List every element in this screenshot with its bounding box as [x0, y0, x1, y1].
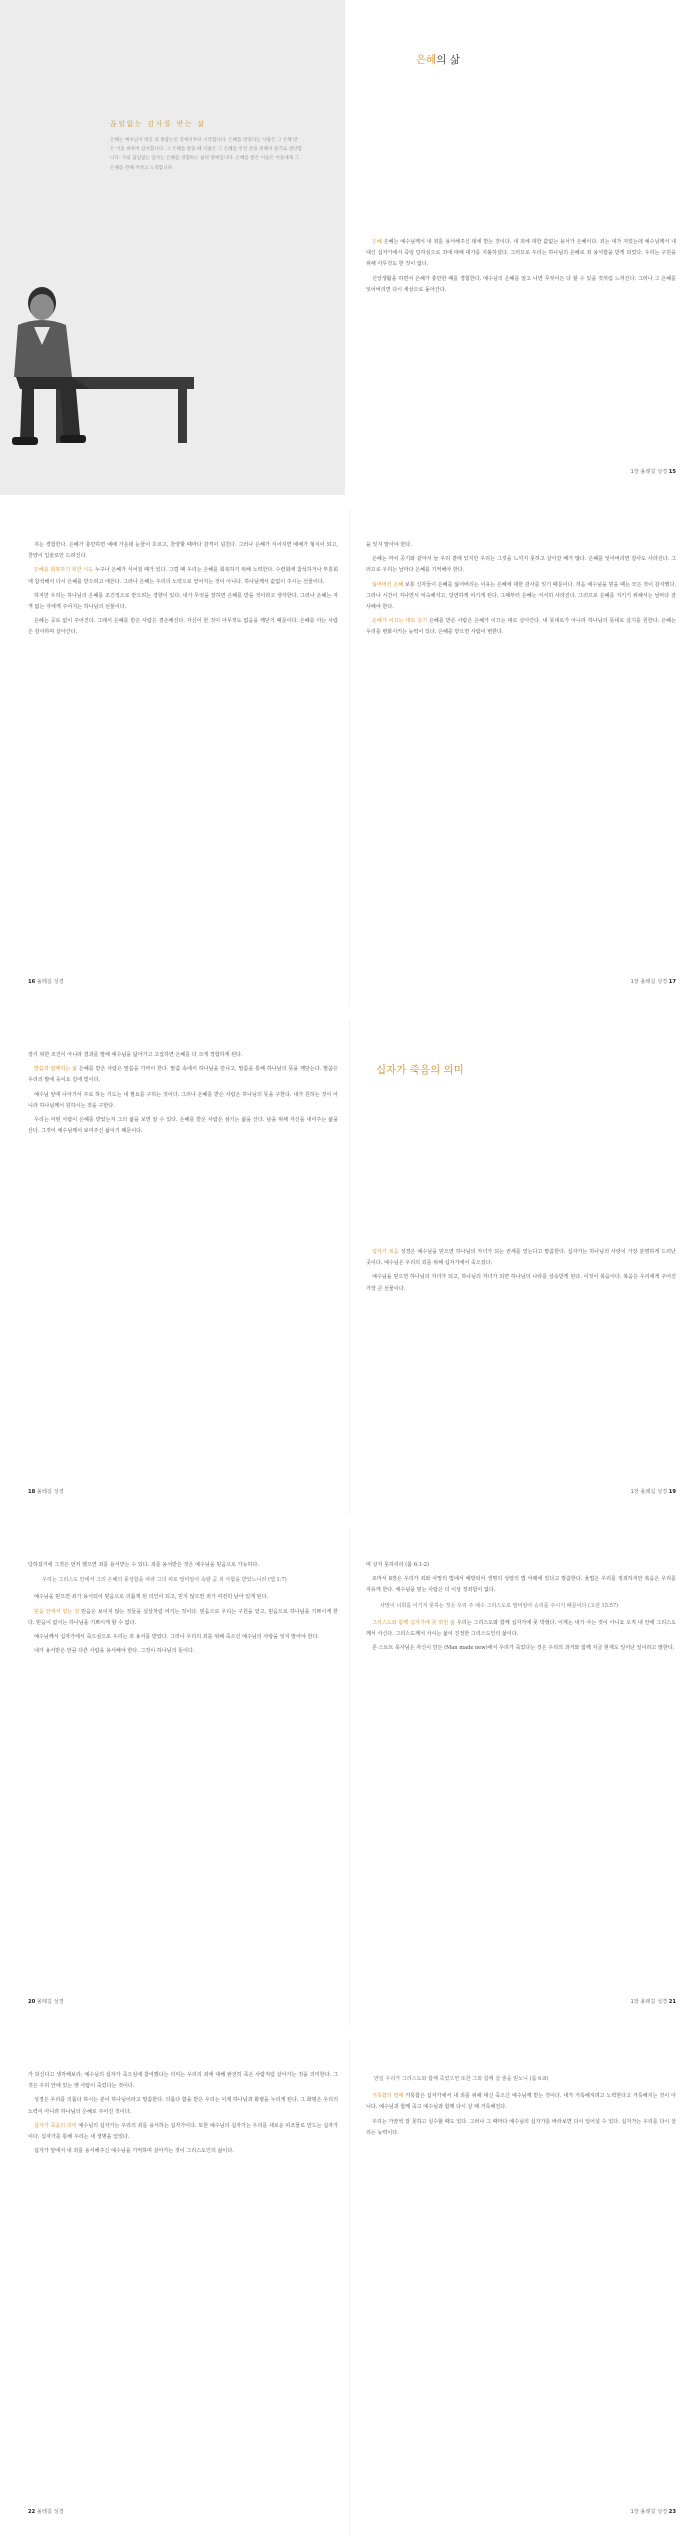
paragraph-text: 믿음은 보이지 않는 것들을 실상처럼 여기는 것이다. 믿음으로 우리는 구원을 얻고, 믿음으로 하나님을 기쁘시게 한다. 믿음이 없이는 하나님을 기쁘시게 할 수 없다.	[28, 1608, 339, 1626]
paragraph-text: 지는 경험한다. 은혜가 충만하면 예배 가운데 눈물이 흐르고, 찬양할 때마다 감격이 넘친다. 그러나 은혜가 식어지면 예배가 형식이 되고, 찬양이 입술로만 드려진다.	[28, 542, 338, 560]
paragraph-text: 은혜를 받은 사람은 말씀을 가까이 한다. 말씀 속에서 하나님을 만나고, 말씀을 통해 하나님의 뜻을 깨닫는다. 말씀은 우리의 발에 등이요 길에 빛이다.	[28, 1066, 338, 1084]
page-16	[0, 510, 350, 1005]
folio-label: 올레길 성경	[36, 979, 64, 985]
paragraph	[366, 237, 676, 271]
spread-1	[0, 0, 700, 495]
paragraph-text: 신앙생활을 하면서 은혜가 충만한 때를 경험한다. 예수님의 은혜를 알고 나면 무엇이든 다 할 수 있을 것처럼 느껴진다. 그러나 그 은혜를 잊어버리면 다시 세상으로 돌아간다.	[366, 275, 676, 293]
paragraph-lead: 말씀과 함께하는 삶	[34, 1066, 78, 1073]
scripture-quote: 사망이 너희를 이기지 못하는 것은 우리 주 예수 그리스도로 말미암아 승리를 주시기 때문이다 (고전 15:57)	[380, 1602, 619, 1609]
page-21	[350, 1530, 700, 2025]
quote-box	[110, 118, 302, 173]
paragraph-text: 우리는 어떤 사람이 은혜를 받았는지 그의 삶을 보면 알 수 있다. 은혜를 받은 사람은 섬기는 삶을 산다. 남을 위해 자신을 내어주는 삶을 산다. 그것이 예수님께서 보여주신 삶이기 때문이다.	[28, 1117, 338, 1135]
chapter-title-rest: 의 삶	[436, 54, 460, 66]
page-number	[28, 1488, 64, 1495]
folio-label: 1장 올레길 성경	[630, 2509, 668, 2515]
page-number	[630, 468, 676, 475]
paragraph	[28, 1646, 338, 1657]
paragraph-text: 누구나 은혜가 식어질 때가 있다. 그럴 때 우리는 은혜를 회복하기 위해 노력한다. 수련회에 참석하거나 부흥회에 참석해서 다시 은혜를 받으려고 애쓴다. 그러나 은혜는 우리의 노력으로 얻어지는 것이 아니다. 하나님께서 값없이 주시는 선물이다.	[28, 567, 338, 585]
page-number	[28, 978, 64, 985]
paragraph	[28, 616, 338, 638]
paragraph	[28, 591, 338, 613]
paragraph-text: 가 되신다고 생각해보라. 예수님의 십자가 죽으심에 참여했다는 의미는 우리의 죄에 대해 완전히 죽은 사람처럼 살아가는 것을 의미한다. 그것은 우리 안에 있는 옛 사람이 죽었다는 것이다.	[28, 2072, 338, 2090]
chapter-title	[376, 1062, 676, 1077]
page-19	[350, 1020, 700, 1515]
paragraph-text: 예수님을 믿으면 죄가 용서되어 믿음으로 의롭게 된 의인이 되고, 믿지 않으면 죄가 여전히 남아 있게 된다.	[34, 1594, 269, 1601]
paragraph	[28, 2146, 338, 2157]
spread-3	[0, 1020, 700, 1515]
paragraph	[366, 580, 676, 614]
paragraph-text: 우리는 가끔씩 잘 못하고 실수할 때도 있다. 그러나 그 때마다 예수님의 십자가를 바라보면 다시 일어설 수 있다. 십자가는 우리를 다시 살리는 능력이다.	[366, 2118, 676, 2136]
folio-number: 19	[668, 1489, 676, 1495]
paragraph	[28, 1592, 338, 1603]
paragraph	[28, 1632, 338, 1643]
chapter-title-rest: 의 의미	[430, 1064, 464, 1076]
paragraph	[28, 1064, 338, 1086]
paragraph	[366, 2117, 676, 2139]
folio-number: 22	[28, 2509, 36, 2515]
paragraph-text: 십자가 앞에서 내 죄를 용서해주신 예수님을 기억하며 살아가는 것이 그리스도인의 삶이다.	[34, 2148, 234, 2155]
paragraph-text: 하지만 우리는 하나님의 은혜를 조건적으로 받으려는 경향이 있다. 내가 무엇을 잘하면 은혜를 받을 것이라고 생각한다. 그러나 은혜는 자격 없는 자에게 주어지는 하나님의 선물이다.	[28, 592, 338, 611]
chapter-title-accent: 은혜	[416, 54, 437, 66]
page-22	[0, 2040, 350, 2535]
paragraph	[28, 1607, 338, 1629]
paragraph-lead: 은혜를 회복하기 위한 시도	[34, 567, 94, 574]
page-18	[0, 1020, 350, 1515]
paragraph-lead: 잃어버린 은혜	[372, 581, 404, 588]
paragraph	[366, 540, 676, 551]
paragraph-text: 예수님의 십자가는 우리의 죄를 용서하는 십자가이다. 또한 예수님의 십자가는 우리를 새로운 피조물로 만드는 십자가이다. 십자가를 통해 우리는 새 생명을 얻었다.	[28, 2122, 338, 2141]
folio-label: 1장 올레길 성경	[630, 979, 668, 985]
folio-label: 1장 올레길 성경	[630, 469, 668, 475]
chapter-title	[416, 52, 676, 67]
paragraph-lead: 십자가 죽음의 의미	[34, 2122, 77, 2129]
paragraph	[366, 616, 676, 638]
paragraph-text: 거룩함은 십자가에서 내 죄를 위해 대신 죽으신 예수님께 받는 것이다. 내가 거룩해지려고 노력한다고 거룩해지는 것이 아니다. 예수님과 함께 죽고 예수님과 함께 다시 살 때 거룩해진다.	[366, 2093, 676, 2111]
paragraph	[28, 2121, 338, 2143]
paragraph	[366, 1643, 676, 1654]
paragraph-text: 예수님 앞에 나아가서 주로 하는 기도는 내 필요를 구하는 것이다. 그러나 은혜를 받은 사람은 하나님의 뜻을 구한다. 내가 원하는 것이 아니라 하나님께서 원하시는 것을 구한다.	[28, 1091, 338, 1109]
paragraph-lead: 십자가 복음	[372, 1249, 399, 1255]
paragraph-lead: 은혜	[372, 239, 382, 245]
folio-label: 올레길 성경	[36, 2509, 64, 2515]
paragraph	[366, 2091, 676, 2113]
paragraph	[366, 1618, 676, 1640]
paragraph-text: 며 살지 못하리라 (롬 6:1-2)	[366, 1562, 429, 1568]
paragraph	[28, 565, 338, 587]
scripture-quote: 우리는 그리스도 안에서 그의 은혜의 풍성함을 따라 그의 피로 말미암아 속량 곧 죄 사함을 받았느니라 (엡 1:7)	[42, 1577, 287, 1584]
page-number	[630, 2508, 676, 2515]
paragraph	[366, 554, 676, 576]
folio-label: 1장 올레길 성경	[630, 1489, 668, 1495]
page-23	[350, 2040, 700, 2535]
folio-label: 1장 올레길 성경	[630, 1999, 668, 2005]
paragraph-lead: 믿음 안에서 얻는 것	[34, 1608, 80, 1615]
paragraph-text: 성경은 예수님을 믿으면 하나님의 자녀가 되는 권세를 얻는다고 말씀한다. 십자가는 하나님의 사랑이 가장 분명하게 드러난 곳이다. 예수님은 우리의 죄를 위해 십자가에서 죽으셨다.	[366, 1249, 676, 1267]
paragraph	[366, 1272, 676, 1294]
paragraph-text: 은혜는 예수님께서 내 죄를 용서해주신 데에 받는 것이다. 내 죄에 대한 값없는 용서가 은혜이다. 죄는 내가 지었는데 예수님께서 내 대신 십자가에서 죽임 당하심으로 죄에 대해 대가를 지불하셨다. 그러므로 우리는 하나님의 은혜로 죄 용서함을 받게 되었다. 우리는 구원을 위해 아무것도 한 것이 없다.	[366, 239, 676, 268]
paragraph	[28, 1560, 338, 1571]
paragraph-text: 은혜는 공로 없이 주어진다. 그래서 은혜를 받은 사람은 겸손해진다. 자신이 한 것이 아무것도 없음을 깨닫기 때문이다. 은혜를 아는 사람은 감사하며 살아간다.	[28, 618, 338, 636]
paragraph	[28, 540, 338, 562]
paragraph-lead: 거룩함의 열매	[372, 2093, 404, 2100]
paragraph-text: 존 스토트 목사님은 자신이 만든 (Man made new)에서 우리가 죽었다는 것은 우리의 과거와 함께 지금 현재도 일어난 일이라고 말한다.	[372, 1645, 675, 1652]
paragraph-text: 성경은 우리를 의롭다 하시는 분이 하나님이라고 말씀한다. 의롭다 함을 받은 우리는 이제 하나님과 화평을 누리게 된다. 그 화평은 우리의 노력이 아니라 하나님의 은혜로 주어진 것이다.	[28, 2097, 338, 2115]
folio-number: 18	[28, 1489, 36, 1495]
quote-title: 끊임없는 감사를 받는 삶	[110, 120, 206, 128]
page-number	[630, 1488, 676, 1495]
paragraph-lead: 은혜가 이끄는 대로 살기	[372, 618, 428, 625]
paragraph	[28, 1115, 338, 1137]
folio-label: 올레길 성경	[36, 1999, 64, 2005]
paragraph-text: 우리는 그리스도와 함께 십자가에 못 박혔다. 이제는 내가 사는 것이 아니요 오직 내 안에 그리스도께서 사신다. 그리스도께서 사시는 삶이 진정한 그리스도인의 삶이다.	[366, 1619, 677, 1638]
paragraph	[366, 1574, 676, 1596]
paragraph-text: 장기 위한 조건이 아니라 결과를 말해 예수님을 닮아가고 고집하면 은혜를 더 크게 경험하게 된다.	[28, 1052, 243, 1058]
page-20	[0, 1530, 350, 2025]
folio-number: 23	[668, 2509, 676, 2515]
paragraph	[28, 1090, 338, 1112]
paragraph-text: 은혜를 받은 사람은 은혜가 이끄는 대로 살아간다. 내 뜻대로가 아니라 하나님의 뜻대로 살기를 원한다. 은혜는 우리를 변화시키는 능력이 있다. 은혜를 받으면 사람이 변한다.	[366, 618, 676, 636]
spread-4	[0, 1530, 700, 2025]
paragraph-text: 로마서 8장은 우리가 죄와 사망의 법에서 해방되어 생명의 성령의 법 아래에 있다고 말씀한다. 율법은 우리를 정죄하지만 복음은 우리를 자유케 한다. 예수님을 믿는 사람은 더 이상 정죄함이 없다.	[366, 1576, 676, 1594]
paragraph	[366, 1247, 676, 1269]
paragraph	[28, 2095, 338, 2117]
folio-number: 21	[668, 1999, 676, 2005]
paragraph	[28, 2070, 338, 2092]
page-number	[28, 2508, 64, 2515]
page-15	[350, 0, 700, 495]
paragraph-text: 당하셨기에 그것은 먼저 했으면 죄를 용서받는 수 있다. 죄를 용서받은 것은 예수님을 믿음으로 가능하다.	[28, 1562, 259, 1568]
photo-panel	[0, 0, 345, 495]
paragraph-text: 예수님을 믿으면 하나님의 자녀가 되고, 하나님의 자녀가 되면 하나님의 나라를 상속받게 된다. 이것이 복음이다. 복음은 우리에게 주어진 가장 큰 선물이다.	[366, 1274, 676, 1292]
paragraph-lead: 그리스도와 함께 십자가에 못 박힌 삶	[372, 1619, 455, 1626]
paragraph-text: 내가 용서받은 만큼 다른 사람을 용서해야 한다. 그것이 하나님의 뜻이다.	[34, 1648, 195, 1655]
spread-5	[0, 2040, 700, 2535]
paragraph	[28, 1050, 338, 1061]
page-number	[28, 1998, 64, 2005]
paragraph-text: 은혜는 마치 공기와 같아서 늘 우리 곁에 있지만 우리는 그것을 느끼지 못하고 살아갈 때가 많다. 은혜를 잊어버리면 감사도 사라진다. 그러므로 우리는 날마다 은혜를 기억해야 한다.	[366, 556, 676, 574]
scripture-quote: 만일 우리가 그리스도와 함께 죽었으면 또한 그와 함께 살 줄을 믿노니 (롬 6:8)	[374, 2076, 549, 2082]
folio-number: 15	[668, 469, 676, 475]
page-number	[630, 1998, 676, 2005]
paragraph	[366, 274, 676, 296]
paragraph	[366, 1560, 676, 1571]
paragraph-text: 을 잊지 말아야 한다.	[366, 542, 412, 548]
folio-label: 올레길 성경	[36, 1489, 64, 1495]
page-17	[350, 510, 700, 1005]
folio-number: 17	[668, 979, 676, 985]
folio-number: 20	[28, 1999, 36, 2005]
page-number	[630, 978, 676, 985]
paragraph-text: 보통 신자들이 은혜를 잃어버리는 이유는 은혜에 대한 감사를 잊기 때문이다. 처음 예수님을 믿을 때는 모든 것이 감사했다. 그러나 시간이 지나면서 익숙해지고, 당연하게 여기게 된다. 그때부터 은혜는 서서히 사라진다. 그러므로 은혜를 지키기 위해서는 날마다 감사해야 한다.	[366, 581, 676, 611]
quote-body: 은혜는 예수님이 대신 죄 종잡는신 것에서부터 시작합니다. 은혜를 받았다는 사람은 그 은혜 받은 이를 위하여 감사합니다. 그 은혜를 받을 때 사람은 그 은혜를 주신 분을 위해서 살기로 결단합니다. 사실 끊임없는 감사는 은혜를 경험하는 삶의 열매입니다. 은혜를 받은 이들은 이웃에게 그 은혜를 전해 주려고 노력합니다.	[110, 138, 302, 171]
paragraph-text: 예수님께서 십자가에서 죽으심으로 우리는 죄 용서를 받았다. 그러나 우리의 죄를 위해 죽으신 예수님의 사랑을 잊지 말아야 한다.	[34, 1634, 320, 1641]
author-photo	[0, 265, 200, 460]
chapter-title-accent: 십자가 죽음	[376, 1064, 431, 1076]
folio-number: 16	[28, 979, 36, 985]
spread-2	[0, 510, 700, 1005]
